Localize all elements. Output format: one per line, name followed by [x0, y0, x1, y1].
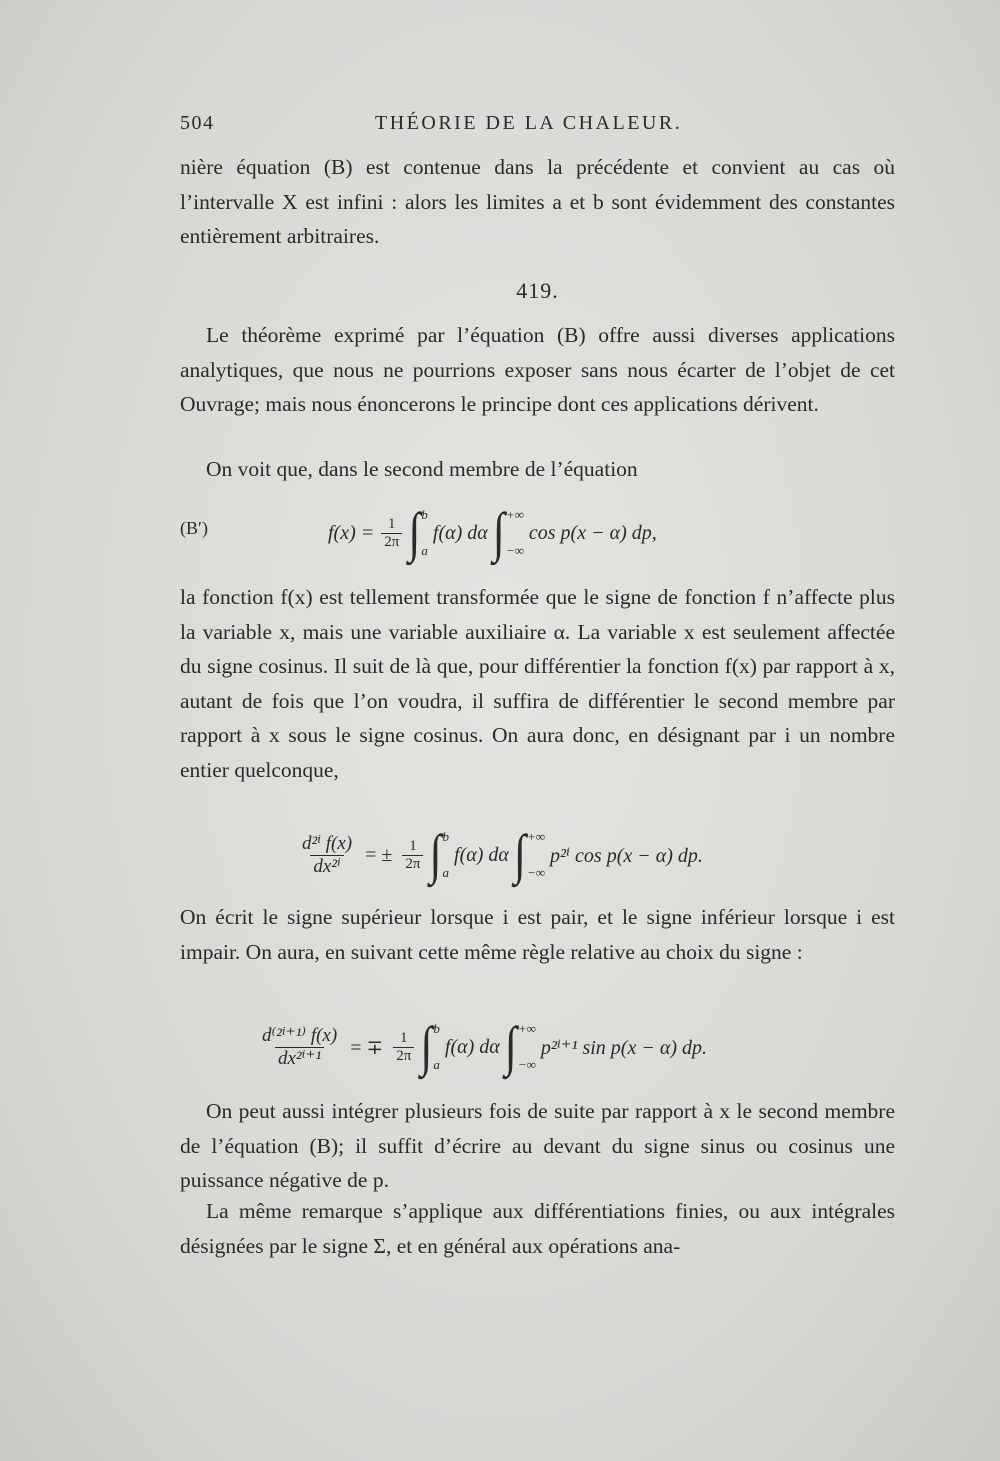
running-title: THÉORIE DE LA CHALEUR. — [375, 112, 683, 134]
derivative-denominator: dx²ⁱ⁺¹ — [275, 1047, 324, 1070]
paragraph-sign-rule: On écrit le signe supérieur lorsque i est pair, et le signe inférieur lorsque i est impair. On aura, en suivant cette même règle relative au choix du signe : — [180, 905, 895, 964]
paragraph-theorem: Le théorème exprimé par l’équation (B) offre aussi diverses applications analytiques, que nous ne pourrions exposer sans nous écarter de l’objet de cet Ouvrage; mais nous énoncerons le principe dont ces applications dérivent. — [180, 323, 895, 416]
integral-lower-limit: −∞ — [505, 543, 524, 558]
running-header — [180, 112, 895, 142]
integrand-f-alpha: f(α) dα — [432, 521, 488, 544]
integral-upper-limit: b — [421, 507, 428, 522]
equals-minus-plus: = ∓ — [350, 1036, 384, 1059]
integral-lower-limit: a — [433, 1057, 440, 1072]
integral-upper-limit: b — [442, 829, 450, 844]
integral-lower-limit: a — [421, 543, 428, 558]
integral-a-b — [408, 501, 428, 563]
equation-odd-derivative — [180, 1012, 895, 1082]
equation-even-derivative — [180, 820, 895, 890]
integrand-f-alpha: f(α) dα — [444, 1035, 500, 1058]
integral-sign-icon: ∫ — [513, 823, 526, 885]
fraction-one-over-two-pi — [393, 1030, 414, 1065]
fraction-denominator: 2π — [402, 855, 423, 873]
derivative-denominator: dx²ⁱ — [310, 855, 343, 878]
paragraph-integration: On peut aussi intégrer plusieurs fois de suite par rapport à x le second membre de l’équation (B); il suffit d’écrire au devant du signe sinus ou cosinus une puissance négative de p. — [180, 1099, 895, 1192]
fraction-denominator: 2π — [381, 533, 402, 551]
derivative-numerator: d⁽²ⁱ⁺¹⁾ f(x) — [262, 1024, 338, 1046]
paragraph-continuation: nière équation (B) est contenue dans la précédente et convient au cas où l’intervalle X est infini : alors les limites a et b sont évidemment des constantes entièrement arbitraires. — [180, 155, 895, 248]
integral-sign-icon: ∫ — [492, 501, 505, 563]
integral-sign-icon: ∫ — [504, 1015, 517, 1077]
section-number: 419. — [516, 278, 559, 303]
fraction-one-over-two-pi — [402, 838, 423, 873]
paragraph-intro-equation: On voit que, dans le second membre de l’équation — [206, 457, 638, 481]
equation-lhs: f(x) = — [328, 521, 375, 544]
integral-upper-limit: b — [433, 1021, 440, 1036]
integral-sign-icon: ∫ — [429, 823, 442, 885]
fraction-denominator: 2π — [393, 1047, 414, 1065]
integrand-sine-power: p²ⁱ⁺¹ sin p(x − α) dp. — [540, 1036, 707, 1059]
equation-b-prime — [180, 498, 895, 568]
integral-sign-icon: ∫ — [408, 501, 421, 563]
integral-upper-limit: +∞ — [526, 829, 546, 844]
derivative-fraction — [259, 1025, 340, 1070]
integral-a-b — [420, 1015, 440, 1077]
integral-infinite — [504, 1015, 536, 1077]
integral-upper-limit: +∞ — [517, 1021, 536, 1036]
equation-label: (B′) — [180, 518, 208, 538]
integral-lower-limit: −∞ — [526, 865, 546, 880]
paragraph-transformation: la fonction f(x) est tellement transformée que le signe de fonction f n’affecte plus la variable x, mais une variable auxiliaire α. La variable x est seulement affectée du signe cosinus. Il suit de là que, pour différentier la fonction f(x) par rapport à x, autant de fois que l’on voudra, il suffira de différentier le second membre par rapport à x sous le signe cosinus. On aura donc, en désignant par i un nombre entier quelconque, — [180, 585, 895, 782]
integral-a-b — [429, 823, 450, 885]
fraction-numerator: 1 — [400, 1029, 408, 1046]
integral-upper-limit: +∞ — [505, 507, 524, 522]
page-number: 504 — [180, 112, 215, 134]
equals-plus-minus: = ± — [365, 843, 393, 866]
integrand-f-alpha: f(α) dα — [454, 843, 509, 866]
integrand-cosine-power: p²ⁱ cos p(x − α) dp. — [550, 844, 703, 867]
fraction-numerator: 1 — [409, 837, 417, 854]
derivative-numerator: d²ⁱ f(x) — [302, 832, 353, 854]
fraction-numerator: 1 — [388, 515, 396, 532]
integral-lower-limit: a — [442, 865, 450, 880]
integral-sign-icon: ∫ — [420, 1015, 433, 1077]
integrand-cosine: cos p(x − α) dp, — [528, 521, 657, 544]
integral-lower-limit: −∞ — [517, 1057, 536, 1072]
integral-infinite — [513, 823, 546, 885]
paragraph-finite-differences: La même remarque s’applique aux différentiations finies, ou aux intégrales désignées par le signe Σ, et en général aux opérations ana- — [180, 1199, 895, 1258]
integral-infinite — [492, 501, 524, 563]
fraction-one-over-two-pi — [381, 516, 402, 551]
derivative-fraction — [299, 833, 355, 878]
